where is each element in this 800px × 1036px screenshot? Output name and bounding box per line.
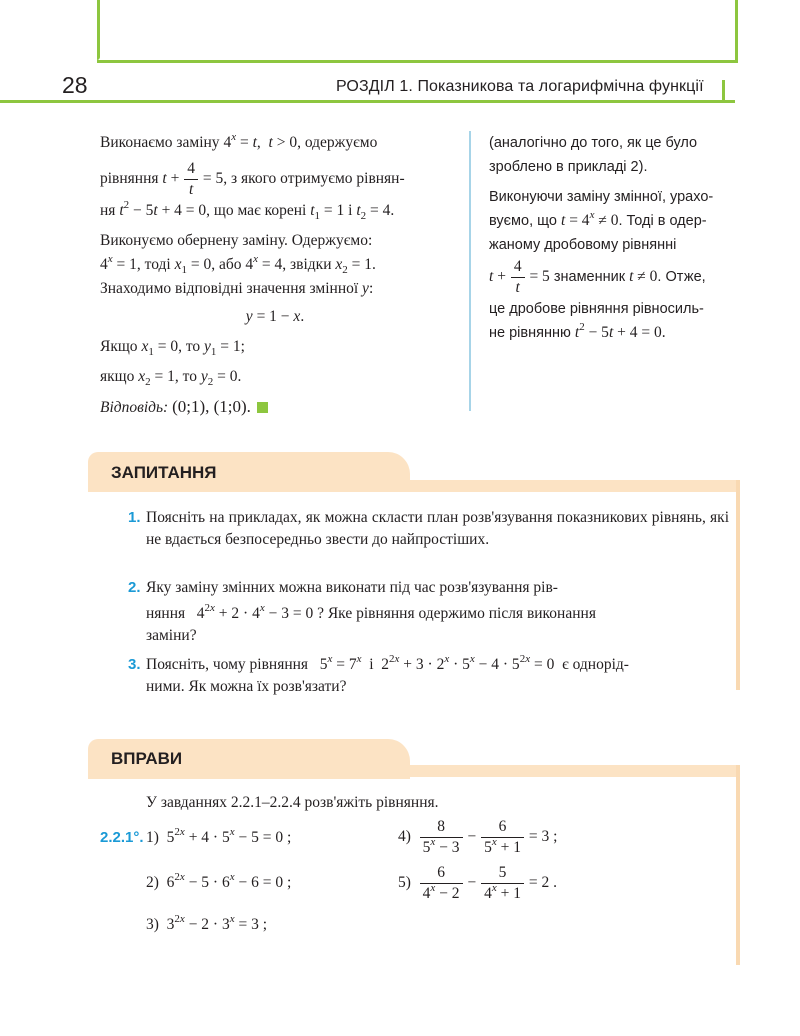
- right-line-4: вуємо, що $t = 4^x \ne 0$. Тоді в одер-: [489, 209, 707, 229]
- task-number: 2.2.1°.: [100, 829, 144, 846]
- answer-value: (0;1), (1;0).: [172, 397, 251, 416]
- header-rule-corner: [722, 80, 725, 102]
- questions-side-rule: [736, 480, 740, 690]
- right-line-6: t + $\frac{4}{t}$ = 5 знаменник t ≠ 0. Отже,: [489, 258, 706, 296]
- question-1-number: 1.: [128, 509, 141, 526]
- right-line-3: Виконуючи заміну змінної, урахо-: [489, 189, 714, 205]
- right-line-8: не рівнянню $t^2 - 5t + 4 = 0$.: [489, 321, 666, 341]
- left-line-5: $4^x = 1$, тоді $x_1 = 0$, або $4^x = 4$, звідки $x_2 = 1$.: [100, 253, 376, 276]
- left-line-6: Знаходимо відповідні значення змінної y:: [100, 280, 374, 297]
- right-line-1: (аналогічно до того, як це було: [489, 135, 698, 151]
- left-line-1: Виконаємо заміну $4^x = t$, t > 0, одержуємо: [100, 131, 378, 151]
- right-line-2: зроблено в прикладі 2).: [489, 159, 648, 175]
- header-frame-bottom: [97, 60, 735, 63]
- page-number: 28: [62, 72, 88, 98]
- left-line-4: Виконуємо обернену заміну. Одержуємо:: [100, 232, 373, 249]
- left-line-9: якщо $x_2 = 1$, то $y_2 = 0$.: [100, 368, 242, 388]
- question-3-text: Поясніть, чому рівняння $5^x = 7^x$ і $2^{2x} + 3 \cdot 2^x \cdot 5^x - 4 \cdot 5^{2x} = 0$ є однорід- ними. Як можна їх розв'язати?: [146, 653, 629, 695]
- exercise-2: 2) $6^{2x} - 5 \cdot 6^x - 6 = 0$ ;: [146, 871, 292, 891]
- question-3-number: 3.: [128, 656, 141, 673]
- left-column: [100, 131, 450, 420]
- exercises-bar-band: [88, 765, 740, 777]
- exercises-title: ВПРАВИ: [111, 749, 183, 768]
- exercise-4: 4) $\frac{8}{5^x - 3}$ − $\frac{6}{5^x + 1}$ = 3 ;: [398, 818, 558, 856]
- end-of-solution-marker: [257, 402, 268, 413]
- left-line-3: ня $t^2 - 5t + 4 = 0$, що має корені $t_1 = 1$ і $t_2 = 4$.: [100, 199, 395, 222]
- header-frame-left: [97, 0, 100, 60]
- left-line-8: Якщо $x_1 = 0$, то $y_1 = 1$;: [100, 338, 245, 358]
- exercises-intro: У завданнях 2.2.1–2.2.4 розв'яжіть рівняння.: [146, 794, 439, 811]
- running-header: РОЗДІЛ 1. Показникова та логарифмічна функції: [336, 78, 704, 95]
- questions-title: ЗАПИТАННЯ: [111, 463, 217, 482]
- right-line-5: жаному дробовому рівнянні: [489, 237, 677, 253]
- exercise-1: 1) $5^{2x} + 4 \cdot 5^x - 5 = 0$ ;: [146, 826, 292, 846]
- question-1-text: Поясніть на прикладах, як можна скласти план розв'язування показникових рівнянь, які не вдається безпосередньо звести до найпростіших.: [146, 509, 729, 548]
- header-rule: [0, 100, 735, 103]
- question-2-text: Яку заміну змінних можна виконати під час розв'язування рів- няння $4^{2x} + 2 \cdot 4^x - 3 = 0$ ? Яке рівняння одержимо після виконання заміни?: [146, 579, 596, 644]
- exercises-side-rule: [736, 765, 740, 965]
- exercise-3: 3) $3^{2x} - 2 \cdot 3^x = 3$ ;: [146, 913, 268, 933]
- left-line-2: рівняння t + $\frac{4}{t}$ = 5, з якого отримуємо рівнян-: [100, 160, 405, 198]
- answer-label: Відповідь:: [100, 399, 169, 416]
- exercise-5: 5) $\frac{6}{4^x - 2}$ − $\frac{5}{4^x + 1}$ = 2 .: [398, 864, 557, 902]
- column-divider: [469, 131, 471, 411]
- question-2-number: 2.: [128, 579, 141, 596]
- right-column: [489, 131, 732, 345]
- header-frame-right: [735, 0, 738, 63]
- right-line-7: це дробове рівняння рівносиль-: [489, 301, 704, 317]
- answer-line: [100, 395, 450, 420]
- left-line-7: y = 1 − x.: [245, 308, 305, 325]
